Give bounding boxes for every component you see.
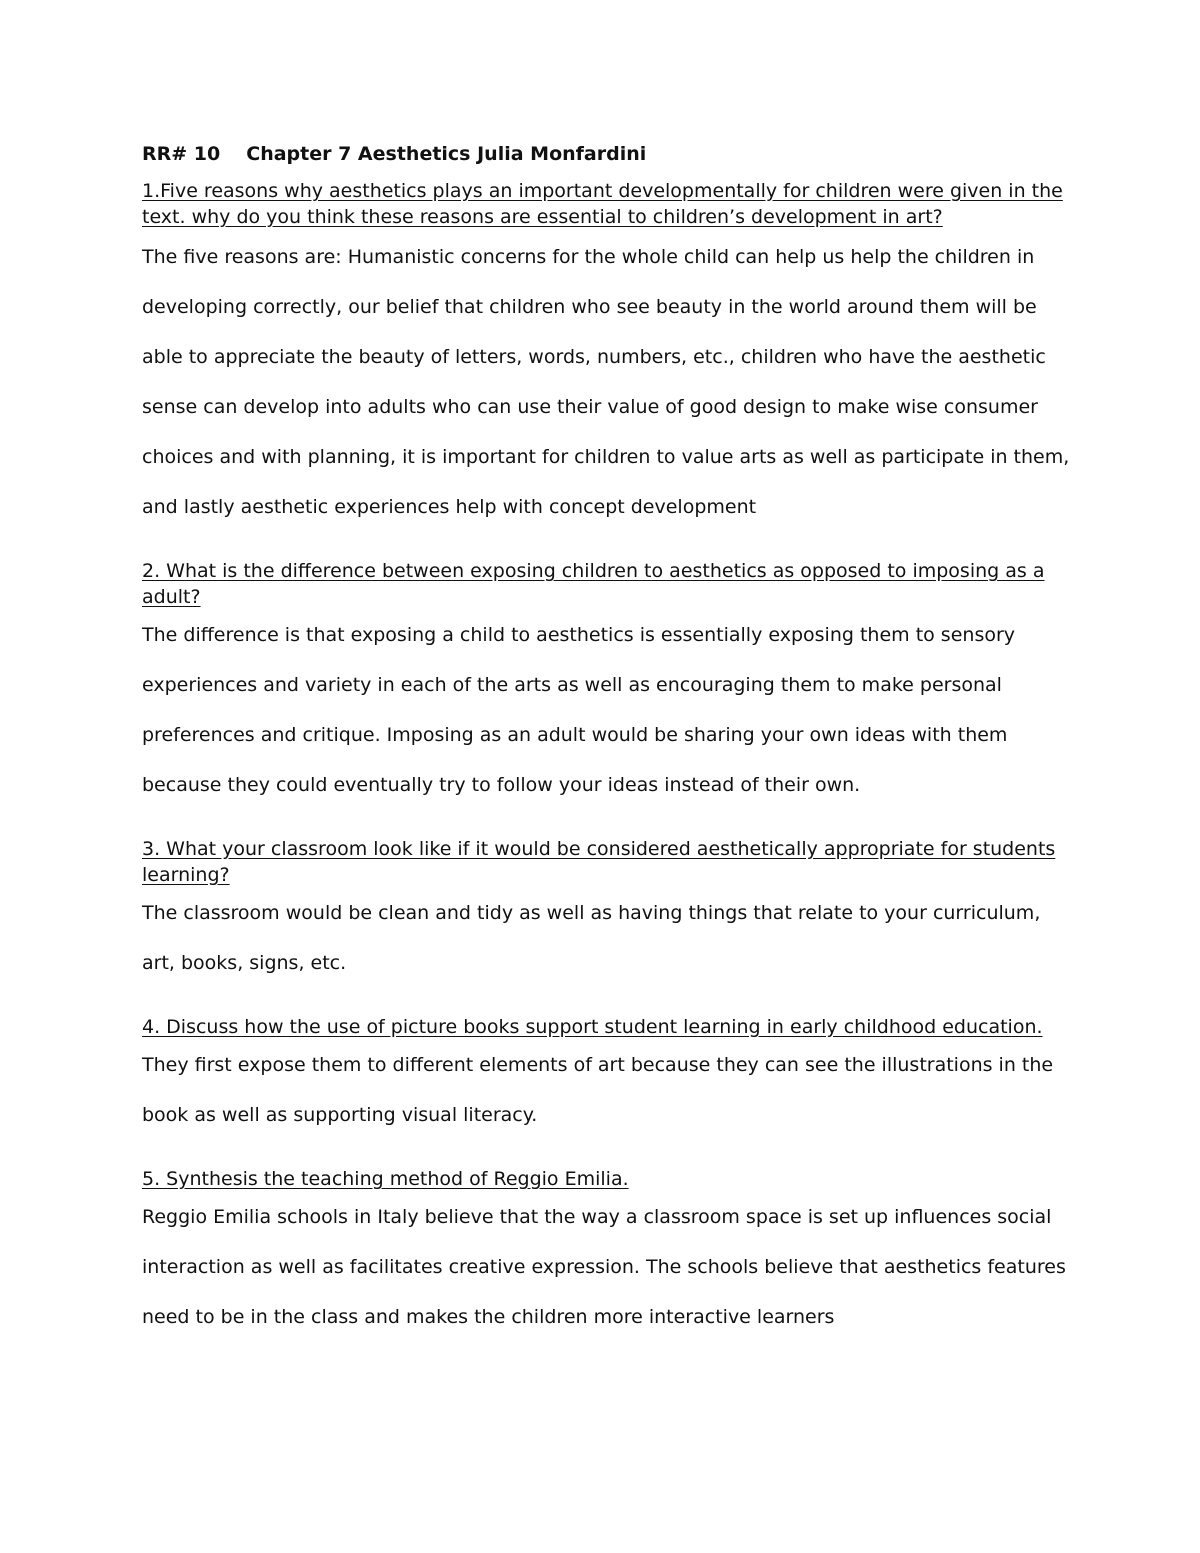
section-2 (142, 558, 1072, 810)
assignment-code: RR# 10 (142, 143, 221, 165)
question-1: 1.Five reasons why aesthetics plays an important developmentally for children were given in the text. why do you think these reasons are essential to children’s development in art? (142, 180, 1063, 228)
section-1 (142, 178, 1072, 532)
section-4 (142, 1014, 1072, 1140)
question-2: 2. What is the difference between exposing children to aesthetics as opposed to imposing as a adult? (142, 560, 1045, 608)
answer-5: Reggio Emilia schools in Italy believe that the way a classroom space is set up influences social interaction as well as facilitates creative expression. The schools believe that aesthetics features need to be in the class and makes the children more interactive learners (142, 1206, 1066, 1328)
question-4: 4. Discuss how the use of picture books support student learning in early childhood education. (142, 1016, 1043, 1038)
section-3 (142, 836, 1072, 988)
document-title (142, 140, 1072, 168)
chapter-title: Chapter 7 Aesthetics Julia Monfardini (246, 143, 647, 165)
document-page (142, 140, 1072, 1342)
answer-1: The five reasons are: Humanistic concerns for the whole child can help us help the children in developing correctly, our belief that children who see beauty in the world around them will be able to appreciate the beauty of letters, words, numbers, etc., children who have the aesthetic sense can develop into adults who can use their value of good design to make wise consumer choices and with planning, it is important for children to value arts as well as participate in them, and lastly aesthetic experiences help with concept development (142, 246, 1070, 518)
answer-3: The classroom would be clean and tidy as well as having things that relate to your curriculum, art, books, signs, etc. (142, 902, 1041, 974)
answer-2: The difference is that exposing a child to aesthetics is essentially exposing them to sensory experiences and variety in each of the arts as well as encouraging them to make personal preferences and critique. Imposing as an adult would be sharing your own ideas with them because they could eventually try to follow your ideas instead of their own. (142, 624, 1016, 796)
answer-4: They first expose them to different elements of art because they can see the illustrations in the book as well as supporting visual literacy. (142, 1054, 1054, 1126)
question-3: 3. What your classroom look like if it would be considered aesthetically appropriate for students learning? (142, 838, 1056, 886)
question-5: 5. Synthesis the teaching method of Reggio Emilia. (142, 1168, 629, 1190)
section-5 (142, 1166, 1072, 1342)
